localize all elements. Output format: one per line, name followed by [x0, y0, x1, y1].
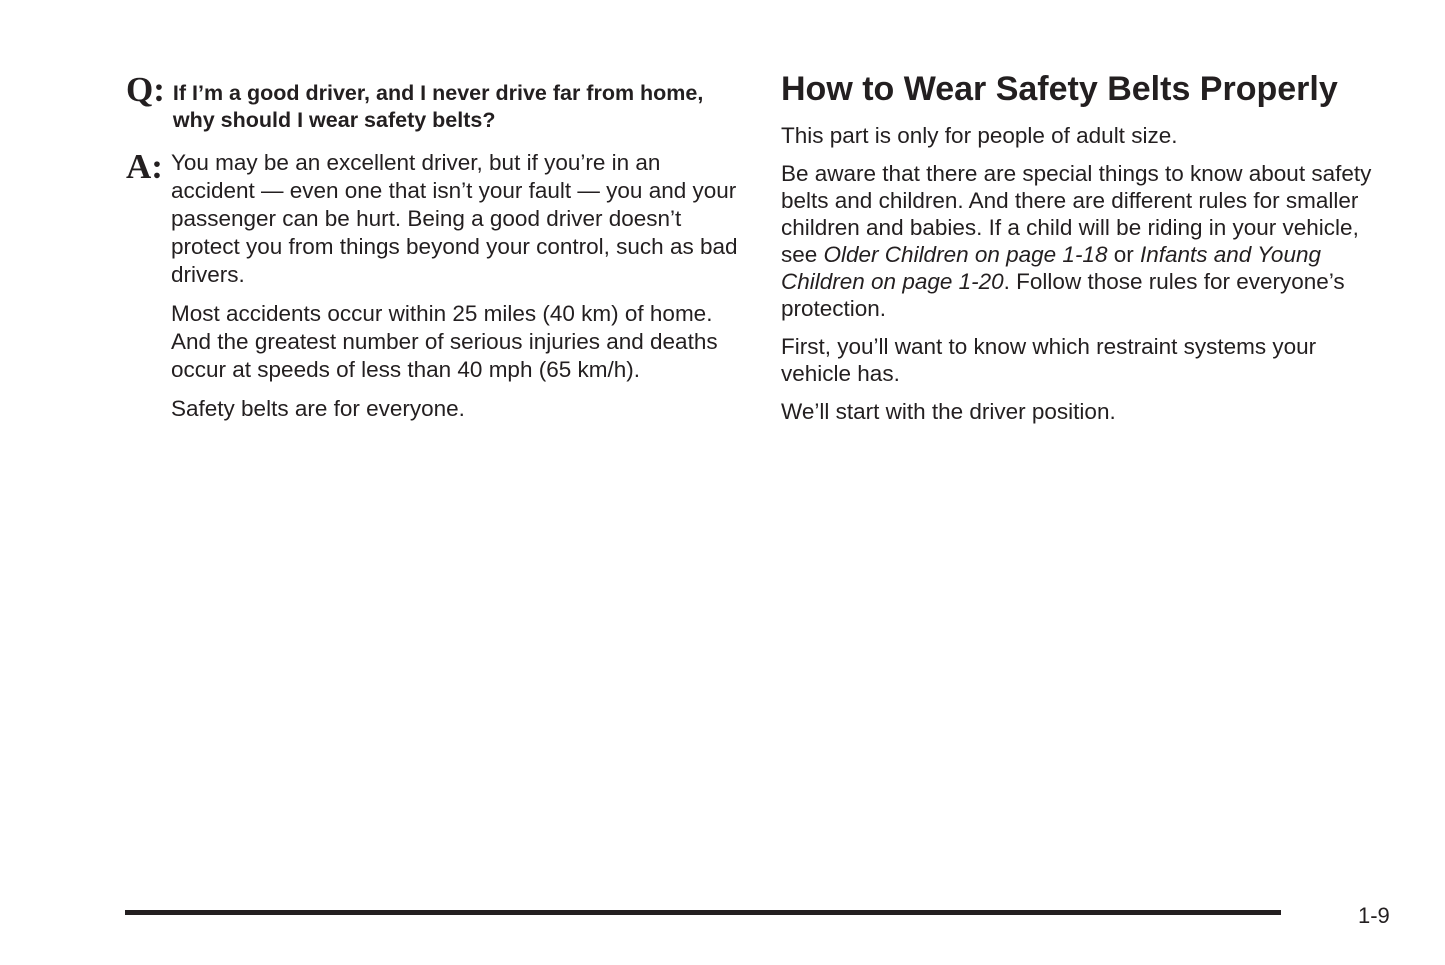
children-paragraph-intro: Be aware that there are special things to know about safety belts and children. And there are different rules for smaller children and babies. If a child will be riding in your vehicle, see	[781, 161, 1372, 267]
answer-block	[126, 149, 738, 289]
question-marker: Q:	[126, 70, 165, 109]
page-number: 1-9	[1358, 903, 1390, 928]
section-heading: How to Wear Safety Belts Properly	[781, 70, 1338, 108]
question-block	[126, 72, 738, 134]
answer-marker: A:	[126, 147, 163, 186]
footer-rule	[125, 910, 1281, 915]
question-text: If I’m a good driver, and I never drive far from home, why should I wear safety belts?	[172, 81, 704, 132]
everyone-paragraph: Safety belts are for everyone.	[171, 396, 465, 421]
safety-belts-section	[781, 68, 1391, 436]
accidents-paragraph: Most accidents occur within 25 miles (40 km) of home. And the greatest number of serious injuries and deaths occur at speeds of less than 40 mph (65 km/h).	[171, 301, 718, 382]
older-children-reference[interactable]: Older Children on page 1-18	[823, 242, 1108, 267]
children-paragraph	[781, 160, 1391, 322]
qa-column	[126, 72, 738, 423]
children-paragraph-or: or	[1107, 242, 1140, 267]
children-paragraph-end: . Follow those rules for everyone’s protection.	[781, 269, 1345, 321]
adult-size-paragraph: This part is only for people of adult size.	[781, 123, 1178, 148]
restraint-systems-paragraph: First, you’ll want to know which restraint systems your vehicle has.	[781, 334, 1317, 386]
infants-reference[interactable]: Infants and Young Children on page 1-20	[781, 242, 1321, 294]
driver-position-paragraph: We’ll start with the driver position.	[781, 399, 1116, 424]
answer-text: You may be an excellent driver, but if you’re in an accident — even one that isn’t your fault — you and your passenger can be hurt. Being a good driver doesn’t protect you from things beyond your control, such as bad drivers.	[170, 150, 738, 287]
